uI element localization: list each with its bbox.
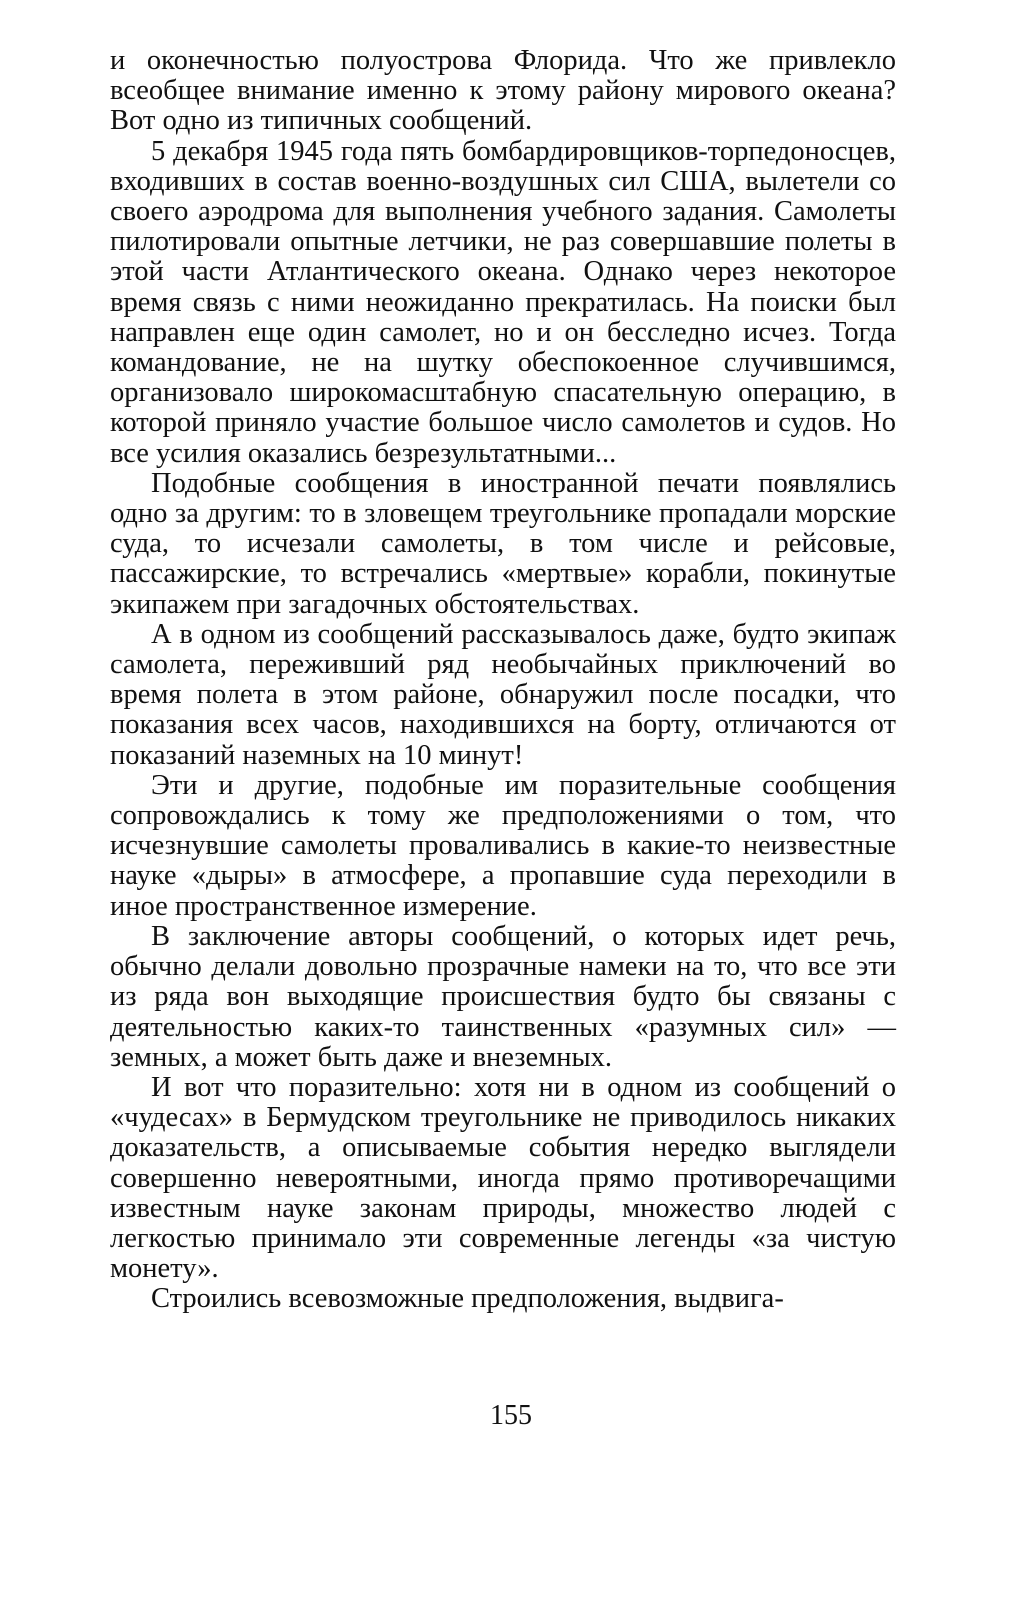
paragraph-legends: И вот что поразительно: хотя ни в одном из сообщений о «чудесах» в Бермудском треугольнике не приводилось никаких доказательств, а описываемые события нередко выглядели совершенно невероятными, иногда прямо противоречащими известным науке законам природы, множество людей с легкостью принимало эти современные легенды «за чистую монету».	[110, 1071, 896, 1285]
paragraph-similar-reports: Подобные сообщения в иностранной печати появлялись одно за другим: то в зловещем треугольнике пропадали морские суда, то исчезали самолеты, в том числе и рейсовые, пассажирские, то встречались «мертвые» корабли, покинутые экипажем при загадочных обстоятельствах.	[110, 467, 896, 620]
paragraph-conclusion: В заключение авторы сообщений, о которых идет речь, обычно делали довольно прозрачные намеки на то, что все эти из ряда вон выходящие происшествия будто бы связаны с деятельностью каких-то таинственных «разумных сил» — земных, а может быть даже и внеземных.	[110, 920, 896, 1073]
paragraph-flight-1945: 5 декабря 1945 года пять бомбардировщиков-торпедоносцев, входивших в состав военно-воздушных сил США, вылетели со своего аэродрома для выполнения учебного задания. Самолеты пилотировали опытные летчики, не раз совершавшие полеты в этой части Атлантического океана. Однако через некоторое время связь с ними неожиданно прекратилась. На поиски был направлен еще один самолет, но и он бесследно исчез. Тогда командование, не на шутку обеспокоенное случившимся, организовало широкомасштабную спасательную операцию, в которой приняло участие большое число самолетов и судов. Но все усилия оказались безрезультатными...	[110, 135, 896, 469]
paragraph-assumptions: Эти и другие, подобные им поразительные сообщения сопровождались к тому же предположениями о том, что исчезнувшие самолеты проваливались в какие-то неизвестные науке «дыры» в атмосфере, а пропавшие суда переходили в иное пространственное измерение.	[110, 769, 896, 922]
paragraph-hypotheses: Строились всевозможные предположения, выдвига-	[151, 1283, 784, 1315]
paragraph-clocks: А в одном из сообщений рассказывалось даже, будто экипаж самолета, переживший ряд необычайных приключений во время полета в этом районе, обнаружил после посадки, что показания всех часов, находившихся на борту, отличаются от показаний наземных на 10 минут!	[110, 618, 896, 771]
page-number: 155	[490, 1400, 532, 1431]
page-body	[110, 46, 896, 1315]
paragraph-continued: и оконечностью полуострова Флорида. Что же привлекло всеобщее внимание именно к этому району мирового океана? Вот одно из типичных сообщений.	[110, 45, 896, 137]
